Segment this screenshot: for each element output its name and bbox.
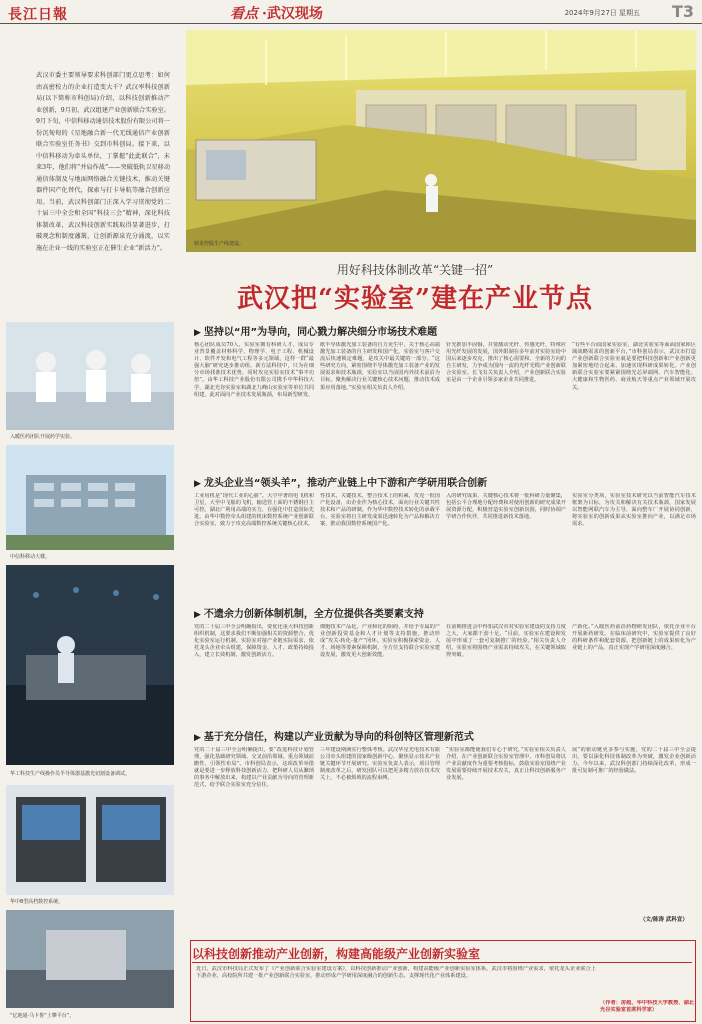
section-3-col-4: 产新化。”入暖医药前沿药物研发团队，依托企业平台开展新药研发。在临床前研究中，实验室提供了良好的科研条件和配套资源。把创新链上的成果转化为产业链上的产品，真正实现产学研用深度融合。 <box>572 624 696 652</box>
cnc-photo <box>6 785 174 895</box>
section-4-col-1: 党的二十届三中全会明确提出，要“改进科技计划管理，强化基础研究领域、交叉前沿领域、重点领域前瞻性、引领性布局”。市科创局表示，这项改革举措就是要进一步释放科技创新活力，把科研人员从繁琐的事务中解放出来，构建以产业贡献为导向的管理新范式，给予联合实验室充分信任。 <box>194 747 314 789</box>
headline: 武汉把“实验室”建在产业节点 <box>237 284 593 314</box>
section-1-title: ▶ 坚持以“用”为导向，同心戮力解决细分市场技术难题 <box>194 327 438 338</box>
commentary-text: 近日，武汉市科技局正式发布了《产业创新联合实验室建设方案》，以科技创新推动产业创新，构建高能级产业创新实验室体系。武汉市将围绕产业需求，依托龙头企业联合上下游企业、高校院所共建一批产业创新联合实验室，推动形成产学研用深度融合的创新生态，支撑现代化产业体系建设。 <box>196 966 596 980</box>
side-caption-5: “亿地通·马卡鲁”上攀平台”。 <box>10 1013 75 1019</box>
section-4-title: ▶ 基于充分信任，构建以产业贡献为导向的科创特区管理新范式 <box>194 732 474 743</box>
section-2-title: ▶ 龙头企业当“领头羊”，推动产业链上中下游和产学研用联合创新 <box>194 478 488 489</box>
section-1-col-1: 核心团队成员70人，实验室拥有科研人才，成员专业背景覆盖材料科学、物理学、电子工程、机械设计、软件开发和电气工程等多元领域，这样一群“最强大脑”研究逐步推动组。新方法科技中，只为在细分市场找准技术优势，同时攻克实验室技术“事半功倍”。由华工科技产业股份有限公司携手中华科技大学，湖北光谷实验室和湖北九峰山实验室等单位共同组建，此对面向产业技术发展瓶颈，布局新型研发。 <box>194 342 314 398</box>
issue-date: 2024年9月27日 星期五 <box>564 9 640 17</box>
section-3-col-1: 党的二十届三中全会明确指出，要优化重大科技创新组织机制，这要求我们不断加强相关的资源整合，优化实验室运行机制。实验室对接产业链实际需求，依托龙头企业牵头组建，保障资金、人才、政策持续投入，建立长效机制，激发创新活力。 <box>194 624 314 659</box>
platform-photo <box>6 910 174 1008</box>
section-2-col-2: 性技术，关键技术，整合技术上的积累，攻克一批国产化设备，由企业作为核心技术，面向行业关键共性技术和产品的研制。作为华中数控技术转化的承载平台，实验室将自主研发成果迅速转化为产品和解决方案，推动我国数控系统国产化。 <box>320 493 440 528</box>
side-caption-3: 华工科技生产线操作员半导体器基激光切割设备调试。 <box>10 771 131 777</box>
section-title <box>230 3 323 23</box>
headline-kicker: 用好科技体制改革“关键一招” <box>336 263 494 277</box>
side-caption-2: 中信科移动大楼。 <box>10 554 51 560</box>
factory-illustration <box>6 565 174 765</box>
author-credit: （文/陈涛 武科宣） <box>640 917 688 923</box>
section-1-col-3: 针光推加半固铜，并要激动光纤、传感光纤，特殊应用光纤发展的发展，国外限制在多年前对实验室给中国后来逐步攻克，推出了核心需要和。全新的方向的自主研发，力争成为国内一流的光纤光缆产业创新联合实验室。长飞有关负责人介绍，产业创新联合实验室是由一个企业引领多家企业共同推进。 <box>446 342 566 384</box>
section-name: ·武汉现场 <box>262 6 323 22</box>
side-caption-1: 入暖医药团队开展药学实验。 <box>10 434 76 440</box>
main-photo-caption: 鼎龙控股生产线建设。 <box>194 241 245 247</box>
section-2-col-1: 工业用机是“现代工业的心脏”。大空中著的电飞机和卫星，大至中飞船的飞机，输送管上面的不锈钢自主可控。湖北广利用高端的实力，在强化中打造国际先进。由华中数控牵头组建的机床数控系统产业创新联合实验室，致力于攻克高端数控系统关键核心技术。 <box>194 493 314 528</box>
main-photo <box>186 30 696 252</box>
lab-photo-illustration <box>186 30 696 252</box>
pharma-lab-photo <box>6 322 174 430</box>
building-photo <box>6 445 174 550</box>
building-illustration <box>6 445 174 550</box>
triangle-icon: ▶ <box>194 733 201 743</box>
pharma-lab-illustration <box>6 322 174 430</box>
section-3-col-2: 细胞技术产品化，产业和化的阻碍，并给予专属的产业创新投资基金和人才计划等支持措施，推动形成“攻关-转化-量产”闭环。实验室积极探索资金、人才、场地等要素保障机制，全方位支持联合实验室建设发展，激发更大创新效能。 <box>320 624 440 659</box>
intro-text: 武汉市委主要领导要求科创部门更点思考：如何由高密校力的企业打造变大千？武汉率科技创新局(以下简称市科创局)介绍，以科技创新推动产业创新，9月初，武汉组建产业创新联合实验室。9月下旬，中信科移动通信技术股份有限公司将一份沉甸甸的《星地融合新一代无线通信产业创新联合实验室任务书》交到市科创局。接下来，以中信科移动为牵头单位，丁掌握“此此联合”，未来3年，他们将“并肩作战”——突破低轨卫星移动通信体制及与地面网络融合关键技术，推动关键器件国产化替代，探索与打卡导航等融合创新应用。当前，武汉科创部门正深入学习贯彻党的二十届三中全会和全国“科技三会”精神，深化科技体制改革，武汉科技创新实践取得显著进步，打破观念和制度藩篱，让创新源泉充分涌流，以实施在企业一线的实验室正在催生企业“新活力”。 <box>36 72 170 252</box>
section-lead: 看点 <box>230 6 258 22</box>
section-2-col-3: 入的研究成果，关键核心技术将一批科研力量聚集，包括公平合理地分配经费和对使用创新的研究成果开展资源分配，积极营造实验室创新氛围，同时协调产学研合作伙伴，共同推进新技术落地。 <box>446 493 566 521</box>
section-2-col-4: 实验室分类项，实验室技术研究以当前智能汽车技术框架为目标，为攻关和解决有关技术瓶颈，国家发展以智能网联汽车为主导，面向整车厂开展协同创新，将实验室的创新成果从实验室推向产业，以满足市场需求。 <box>572 493 696 528</box>
section-3-col-3: 在前期推进会中得知武汉市对实验室建设的支持力度之大，大家都干劲十足。“目前，实验室在建设和发展中形成了一套可复制推广的经验。”相关负责人介绍，实验室将围绕产业需求持续攻关，在关键领域取得突破。 <box>446 624 566 659</box>
triangle-icon: ▶ <box>194 328 201 338</box>
triangle-icon: ▶ <box>194 479 201 489</box>
section-1-col-2: 纸半导体激光加工装备的自力更生中，关于核心高端激光加工装备的自主研发和国产化，实验室与客户交流后快速锁定难题，是攻关中最关键的一部分。“这些研究方向，紧密围绕半导体激光加工装备产业的发展需求和技术瓶颈，实验室以当前国内外技术前沿为目标，聚焦解决行业关键核心技术问题，推动技术成果应用落地。”实验室相关负责人介绍。 <box>320 342 440 391</box>
masthead-logo: 長江日報 <box>8 7 68 23</box>
cnc-illustration <box>6 785 174 895</box>
platform-illustration <box>6 910 174 1008</box>
side-caption-4: 华中8型高档数控系统。 <box>10 899 64 905</box>
page-number: T3 <box>671 2 694 21</box>
section-4-col-4: 展”的驱动链更多参与实施。党的二十届三中全会提出，要以深化科技体制改革为突破，激发企业创新活力。今年以来，武汉科创部门持续深化改革，形成一批可复制可推广的经验做法。 <box>572 747 696 775</box>
section-1-col-4: “有些平台面国家实验室，湖北实验室等面面国家和区域战略需求的创新平台，”市科创局表示，武汉市打造产业创新联合实验室就是要把科技创新和产业创新更加紧密地结合起来，加速实现科研成果转化。产业创新联合实验室要紧紧围绕光芯屏端网、汽车智能化、大健康和生物医药、商业航天等重点产业领域开展攻关。 <box>572 342 696 391</box>
section-4-col-2: 三年建设期满实行整体考核。武汉华星光电技术有限公司牵头组建的国家级创新中心，聚焦显示技术产业链关键环节开展研究。实验室负责人表示，项目管理制度改革之后，研发团队可以把更多精力放在技术攻关上，不必被烦琐的流程束缚。 <box>320 747 440 782</box>
commentary-rule <box>192 962 692 963</box>
commentary-signature: （作者：房超，华中科技大学教授、湖北光谷实验室首席科学家） <box>600 1000 694 1014</box>
triangle-icon: ▶ <box>194 610 201 620</box>
factory-photo <box>6 565 174 765</box>
page-header <box>0 0 702 24</box>
commentary-title: 以科技创新推动产业创新，构建高能级产业创新实验室 <box>192 947 481 961</box>
section-4-col-3: “实验室都能使我们专心于研究，”实验室相关负责人介绍，在产业创新联合实验室管理中，市科创局将以产业贡献度作为重要考核指标，鼓励实验室围绕产业发展需要持续开展技术攻关，真正让科技创新服务产业发展。 <box>446 747 566 782</box>
section-3-title: ▶ 不遗余力创新体制机制，全方位提供各类要素支持 <box>194 609 424 620</box>
